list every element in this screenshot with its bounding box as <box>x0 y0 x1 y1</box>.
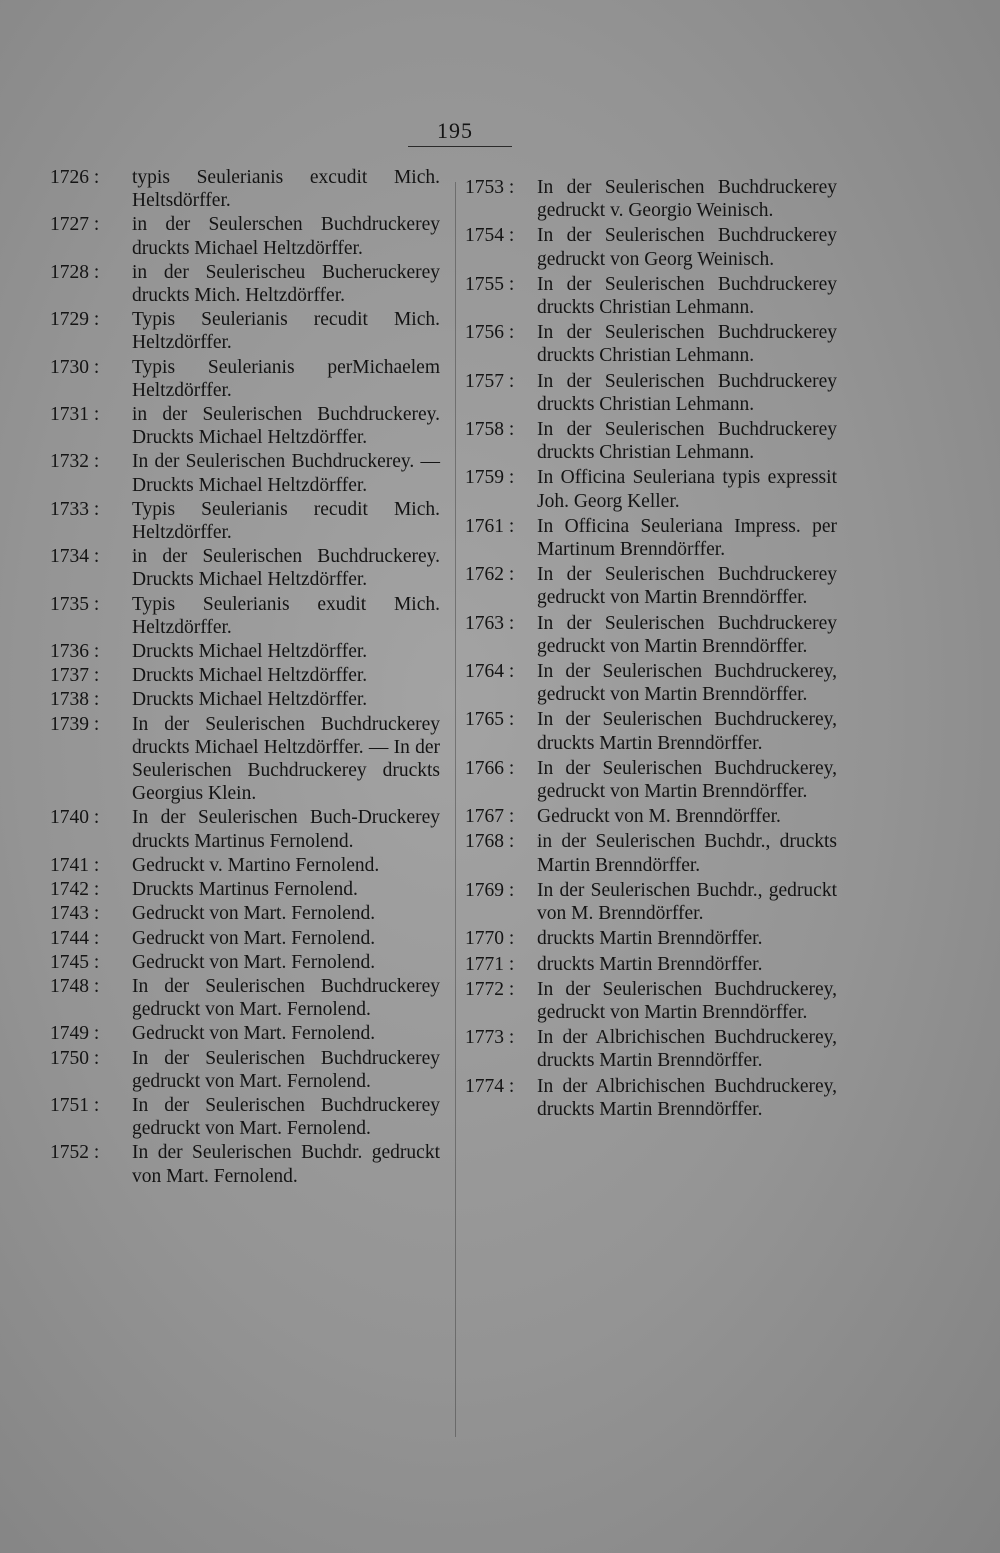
entry-text: Gedruckt von Mart. Fernolend. <box>132 903 376 925</box>
entry-year: 1773 : <box>465 1027 515 1049</box>
entry-text: Druckts Michael Heltzdörffer. <box>132 689 368 711</box>
imprint-entry <box>50 1094 440 1140</box>
imprint-entry <box>465 176 837 222</box>
entry-text: In der Seulerischen Buchdruckerey druckts Christian Lehmann. <box>537 273 837 319</box>
entry-year: 1743 : <box>50 903 100 925</box>
entry-year: 1770 : <box>465 928 515 950</box>
imprint-entry <box>465 515 837 561</box>
imprint-entry <box>50 308 440 354</box>
entry-year: 1759 : <box>465 467 515 489</box>
entry-year: 1761 : <box>465 515 515 537</box>
imprint-entry <box>50 498 440 544</box>
left-column <box>50 166 440 1189</box>
entry-text: Gedruckt von Mart. Fernolend. <box>132 1023 376 1045</box>
imprint-entry <box>50 878 440 901</box>
entry-year: 1757 : <box>465 370 515 392</box>
entry-text: In der Seulerischen Buch-Druckerey druckts Martinus Fernolend. <box>132 807 440 852</box>
imprint-entry <box>50 166 440 212</box>
entry-year: 1744 : <box>50 927 100 949</box>
entry-text: In der Albrichischen Buchdruckerey, druckts Martin Brenndörffer. <box>537 1027 837 1072</box>
entry-year: 1751 : <box>50 1094 100 1116</box>
entry-year: 1753 : <box>465 177 515 198</box>
entry-year: 1772 : <box>465 978 515 1000</box>
entry-text: Druckts Michael Heltzdörffer. <box>132 641 368 663</box>
imprint-entry <box>465 757 837 803</box>
entry-year: 1733 : <box>50 498 100 520</box>
entry-year: 1754 : <box>465 225 515 247</box>
entry-text: Typis Seulerianis recudit Mich. Heltzdörffer. <box>132 309 440 354</box>
entry-year: 1774 : <box>465 1075 515 1097</box>
entry-text: In der Seulerischen Buchdruckerey, gedruckt von Martin Brenndörffer. <box>537 661 837 706</box>
page-number-rule <box>408 146 512 147</box>
entry-year: 1729 : <box>50 309 100 331</box>
entry-text: druckts Martin Brenndörffer. <box>537 928 763 950</box>
entry-year: 1737 : <box>50 665 100 687</box>
entry-text: In der Seulerischen Buchdruckerey, gedruckt von Martin Brenndörffer. <box>537 978 837 1023</box>
imprint-entry <box>50 806 440 852</box>
entry-year: 1731 : <box>50 404 100 426</box>
entry-year: 1765 : <box>465 709 515 731</box>
entry-year: 1741 : <box>50 854 100 876</box>
entry-text: In der Seulerischen Buchdruckerey gedruckt von Mart. Fernolend. <box>132 975 440 1021</box>
imprint-entry <box>465 830 837 876</box>
entry-year: 1763 : <box>465 612 515 634</box>
imprint-entry <box>50 356 440 402</box>
entry-year: 1730 : <box>50 356 100 378</box>
entry-year: 1745 : <box>50 951 100 973</box>
entry-text: typis Seulerianis excudit Mich. Heltsdörffer. <box>132 167 440 212</box>
entry-text: In der Seulerischen Buchdruckerey gedruckt von Martin Brenndörffer. <box>537 564 837 609</box>
imprint-entry <box>465 418 837 464</box>
entry-text: Gedruckt v. Martino Fernolend. <box>132 854 380 876</box>
imprint-entry <box>50 1047 440 1093</box>
imprint-entry <box>50 854 440 877</box>
entry-text: In der Seulerischen Buchdruckerey. — Druckts Michael Heltzdörffer. <box>132 451 440 496</box>
imprint-entry <box>50 213 440 259</box>
entry-text: Typis Seulerianis perMichaelem Heltzdörffer. <box>132 356 440 401</box>
entry-year: 1768 : <box>465 831 515 853</box>
imprint-entry <box>50 927 440 950</box>
entry-year: 1752 : <box>50 1142 100 1164</box>
entry-year: 1767 : <box>465 806 515 828</box>
entry-text: Druckts Martinus Fernolend. <box>132 879 358 901</box>
entry-text: Typis Seulerianis recudit Mich. Heltzdörffer. <box>132 498 440 544</box>
entry-year: 1748 : <box>50 975 100 997</box>
entry-year: 1738 : <box>50 689 100 711</box>
entry-text: In der Seulerischen Buchdruckerey druckts Christian Lehmann. <box>537 419 837 464</box>
column-divider <box>455 182 456 1437</box>
imprint-entry <box>50 593 440 639</box>
entry-year: 1726 : <box>50 167 100 188</box>
entry-year: 1727 : <box>50 214 100 236</box>
entry-year: 1732 : <box>50 451 100 473</box>
imprint-entry <box>50 1022 440 1045</box>
imprint-entry <box>50 403 440 449</box>
imprint-entry <box>50 545 440 591</box>
entry-text: in der Seulerischen Buchdr., druckts Martin Brenndörffer. <box>537 831 837 876</box>
right-column <box>465 176 837 1123</box>
entry-year: 1762 : <box>465 564 515 586</box>
entry-year: 1736 : <box>50 641 100 663</box>
entry-text: In der Seulerischen Buchdruckerey gedruckt v. Georgio Weinisch. <box>537 177 837 222</box>
entry-text: In der Seulerischen Buchdruckerey druckts Michael Heltzdörffer. — In der Seulerischen Buchdruckerey druckts Georgius Klein. <box>132 713 440 805</box>
entry-text: In der Seulerischen Buchdruckerey, druckts Martin Brenndörffer. <box>537 709 837 754</box>
imprint-entry <box>50 664 440 687</box>
entry-text: in der Seulerischeu Bucheruckerey druckts Mich. Heltzdörffer. <box>132 261 440 307</box>
entry-text: in der Seulerschen Buchdruckerey druckts Michael Heltzdörffer. <box>132 214 440 259</box>
imprint-entry <box>465 224 837 270</box>
entry-text: In der Seulerischen Buchdruckerey gedruckt von Georg Weinisch. <box>537 225 837 270</box>
entry-text: In der Albrichischen Buchdruckerey, druckts Martin Brenndörffer. <box>537 1075 837 1120</box>
entry-text: Typis Seulerianis exudit Mich. Heltzdörffer. <box>132 593 440 638</box>
entry-text: In der Seulerischen Buchdr. gedruckt von Mart. Fernolend. <box>132 1142 440 1187</box>
imprint-entry <box>465 805 837 828</box>
imprint-entry <box>465 466 837 512</box>
imprint-entry <box>465 612 837 658</box>
entry-text: In der Seulerischen Buchdruckerey druckts Christian Lehmann. <box>537 322 837 367</box>
imprint-entry <box>465 978 837 1024</box>
imprint-entry <box>50 688 440 711</box>
entry-year: 1758 : <box>465 419 515 441</box>
entry-text: In der Seulerischen Buchdr., gedruckt von M. Brenndörffer. <box>537 879 837 925</box>
imprint-entry <box>465 1026 837 1072</box>
entry-text: In der Seulerischen Buchdruckerey, gedruckt von Martin Brenndörffer. <box>537 757 837 803</box>
entry-year: 1734 : <box>50 546 100 568</box>
entry-text: in der Seulerischen Buchdruckerey. Druckts Michael Heltzdörffer. <box>132 404 440 449</box>
imprint-entry <box>465 708 837 754</box>
page-number: 195 <box>437 118 473 143</box>
imprint-entry <box>50 640 440 663</box>
entry-text: In der Seulerischen Buchdruckerey gedruckt von Mart. Fernolend. <box>132 1094 440 1140</box>
imprint-entry <box>50 902 440 925</box>
entry-text: Gedruckt von M. Brenndörffer. <box>537 806 781 828</box>
entry-year: 1771 : <box>465 953 515 975</box>
imprint-entry <box>465 953 837 976</box>
entry-text: In der Seulerischen Buchdruckerey gedruckt von Martin Brenndörffer. <box>537 612 837 657</box>
entry-text: In der Seulerischen Buchdruckerey gedruckt von Mart. Fernolend. <box>132 1047 440 1092</box>
imprint-entry <box>465 879 837 925</box>
entry-year: 1755 : <box>465 273 515 295</box>
entry-year: 1766 : <box>465 757 515 779</box>
entry-year: 1750 : <box>50 1047 100 1069</box>
entry-year: 1749 : <box>50 1023 100 1045</box>
entry-text: In Officina Seuleriana typis expressit Joh. Georg Keller. <box>537 467 837 512</box>
imprint-entry <box>465 1075 837 1121</box>
entry-year: 1728 : <box>50 261 100 283</box>
imprint-entry <box>50 261 440 307</box>
entry-text: In Officina Seuleriana Impress. per Martinum Brenndörffer. <box>537 515 837 561</box>
imprint-entry <box>465 660 837 706</box>
imprint-entry <box>465 563 837 609</box>
entry-text: Gedruckt von Mart. Fernolend. <box>132 927 376 949</box>
imprint-entry <box>50 1141 440 1187</box>
imprint-entry <box>50 951 440 974</box>
imprint-entry <box>465 927 837 950</box>
entry-year: 1740 : <box>50 807 100 829</box>
entry-year: 1764 : <box>465 661 515 683</box>
entry-year: 1756 : <box>465 322 515 344</box>
entry-year: 1735 : <box>50 593 100 615</box>
imprint-entry <box>50 450 440 496</box>
entry-text: in der Seulerischen Buchdruckerey. Druckts Michael Heltzdörffer. <box>132 546 440 591</box>
imprint-entry <box>465 273 837 319</box>
entry-year: 1739 : <box>50 713 100 735</box>
entry-text: Gedruckt von Mart. Fernolend. <box>132 951 376 973</box>
entry-year: 1742 : <box>50 879 100 901</box>
entry-text: Druckts Michael Heltzdörffer. <box>132 665 368 687</box>
entry-text: druckts Martin Brenndörffer. <box>537 953 763 975</box>
imprint-entry <box>50 713 440 806</box>
imprint-entry <box>465 321 837 367</box>
entry-year: 1769 : <box>465 879 515 901</box>
imprint-entry <box>465 370 837 416</box>
imprint-entry <box>50 975 440 1021</box>
entry-text: In der Seulerischen Buchdruckerey druckts Christian Lehmann. <box>537 370 837 415</box>
